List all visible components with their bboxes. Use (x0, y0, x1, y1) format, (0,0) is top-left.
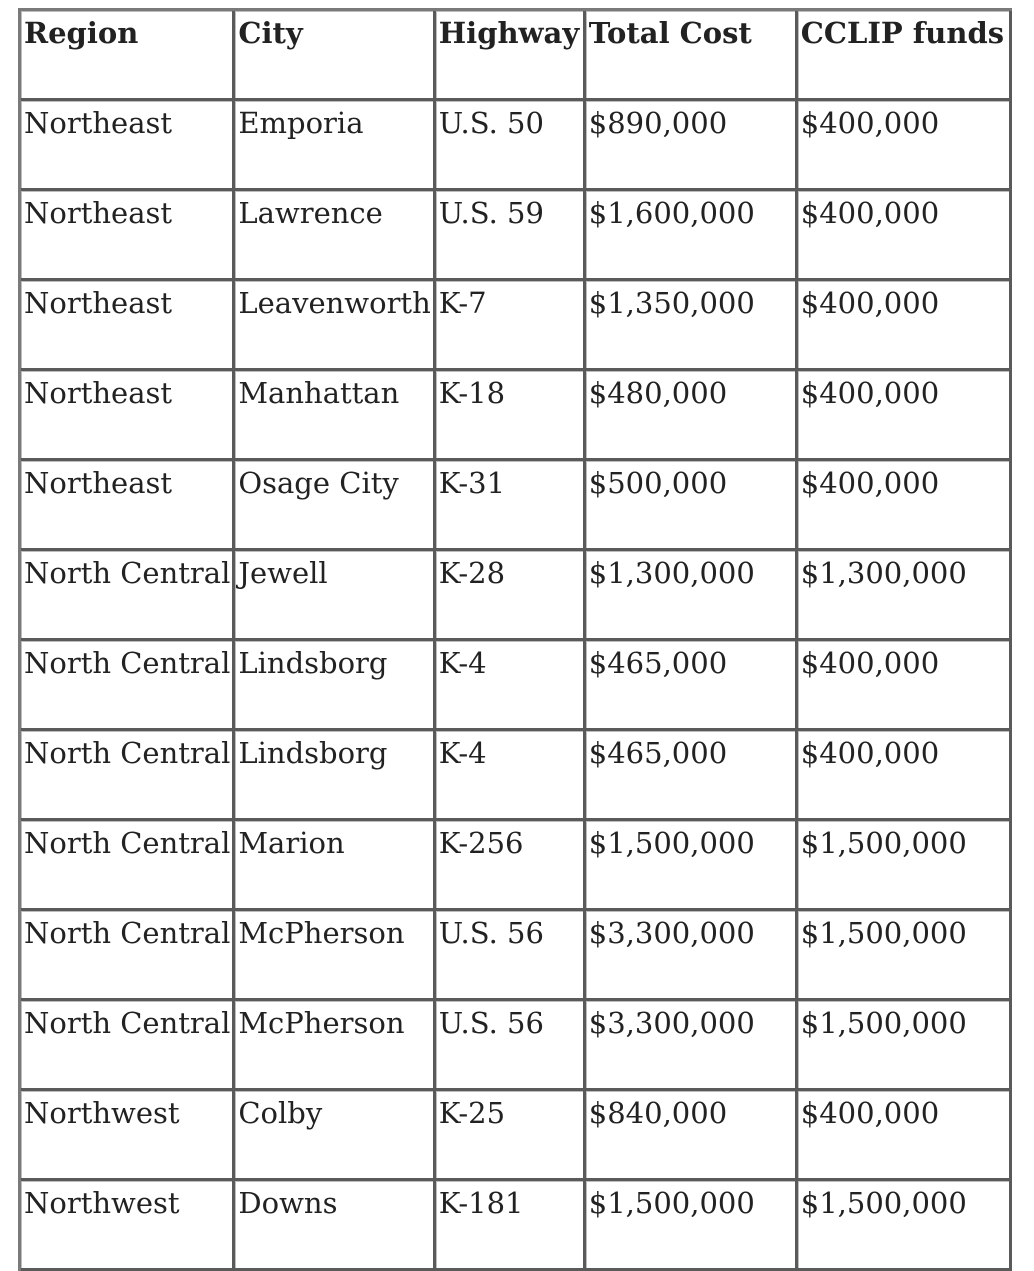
cell-cclip-funds: $400,000 (798, 1091, 1012, 1181)
cell-city: Lawrence (235, 191, 435, 281)
cell-city: Leavenworth (235, 281, 435, 371)
cclip-projects-table (18, 8, 1012, 1271)
cell-highway: U.S. 56 (436, 1001, 586, 1091)
header-highway: Highway (436, 11, 586, 101)
table-row (21, 911, 1012, 1001)
cell-highway: K-28 (436, 551, 586, 641)
cell-region: North Central (21, 551, 235, 641)
cell-total-cost: $3,300,000 (586, 911, 798, 1001)
table-row (21, 1091, 1012, 1181)
cell-city: Emporia (235, 101, 435, 191)
table-row (21, 731, 1012, 821)
cell-cclip-funds: $400,000 (798, 371, 1012, 461)
cell-highway: U.S. 50 (436, 101, 586, 191)
cell-region: North Central (21, 1001, 235, 1091)
table-row (21, 101, 1012, 191)
cell-cclip-funds: $400,000 (798, 101, 1012, 191)
cell-city: Marion (235, 821, 435, 911)
cell-highway: K-31 (436, 461, 586, 551)
cell-total-cost: $1,600,000 (586, 191, 798, 281)
cell-highway: K-256 (436, 821, 586, 911)
cell-cclip-funds: $1,500,000 (798, 1001, 1012, 1091)
cell-city: Manhattan (235, 371, 435, 461)
cell-cclip-funds: $400,000 (798, 641, 1012, 731)
cell-total-cost: $890,000 (586, 101, 798, 191)
cell-highway: U.S. 56 (436, 911, 586, 1001)
cell-highway: K-18 (436, 371, 586, 461)
cell-region: North Central (21, 641, 235, 731)
header-cclip-funds: CCLIP funds (798, 11, 1012, 101)
cell-city: Osage City (235, 461, 435, 551)
cell-region: North Central (21, 731, 235, 821)
cell-total-cost: $1,300,000 (586, 551, 798, 641)
table-row (21, 1001, 1012, 1091)
cell-highway: U.S. 59 (436, 191, 586, 281)
cell-highway: K-4 (436, 731, 586, 821)
cell-region: Northeast (21, 191, 235, 281)
cclip-table-container (18, 8, 1012, 1271)
cell-total-cost: $1,500,000 (586, 1181, 798, 1271)
cell-highway: K-4 (436, 641, 586, 731)
cell-total-cost: $465,000 (586, 731, 798, 821)
cell-city: McPherson (235, 1001, 435, 1091)
cell-city: Downs (235, 1181, 435, 1271)
cell-total-cost: $1,500,000 (586, 821, 798, 911)
cell-city: Lindsborg (235, 731, 435, 821)
table-header-row (21, 11, 1012, 101)
header-region: Region (21, 11, 235, 101)
table-row (21, 1181, 1012, 1271)
table-row (21, 821, 1012, 911)
table-row (21, 551, 1012, 641)
cell-total-cost: $1,350,000 (586, 281, 798, 371)
table-row (21, 281, 1012, 371)
table-row (21, 371, 1012, 461)
cell-region: Northeast (21, 371, 235, 461)
cell-city: McPherson (235, 911, 435, 1001)
table-row (21, 641, 1012, 731)
cell-region: Northeast (21, 281, 235, 371)
cell-total-cost: $840,000 (586, 1091, 798, 1181)
cell-total-cost: $465,000 (586, 641, 798, 731)
cell-total-cost: $480,000 (586, 371, 798, 461)
cell-cclip-funds: $400,000 (798, 461, 1012, 551)
header-total-cost: Total Cost (586, 11, 798, 101)
cell-city: Lindsborg (235, 641, 435, 731)
cell-cclip-funds: $1,500,000 (798, 1181, 1012, 1271)
header-city: City (235, 11, 435, 101)
cell-highway: K-7 (436, 281, 586, 371)
cell-total-cost: $500,000 (586, 461, 798, 551)
cell-region: North Central (21, 911, 235, 1001)
cell-cclip-funds: $400,000 (798, 281, 1012, 371)
table-row (21, 191, 1012, 281)
cell-region: North Central (21, 821, 235, 911)
cell-region: Northeast (21, 461, 235, 551)
cell-cclip-funds: $400,000 (798, 731, 1012, 821)
cell-highway: K-25 (436, 1091, 586, 1181)
table-row (21, 461, 1012, 551)
cell-cclip-funds: $400,000 (798, 191, 1012, 281)
cell-highway: K-181 (436, 1181, 586, 1271)
cell-cclip-funds: $1,500,000 (798, 911, 1012, 1001)
cell-city: Jewell (235, 551, 435, 641)
cell-city: Colby (235, 1091, 435, 1181)
cell-cclip-funds: $1,500,000 (798, 821, 1012, 911)
cell-region: Northeast (21, 101, 235, 191)
cell-cclip-funds: $1,300,000 (798, 551, 1012, 641)
cell-region: Northwest (21, 1181, 235, 1271)
cell-total-cost: $3,300,000 (586, 1001, 798, 1091)
cell-region: Northwest (21, 1091, 235, 1181)
